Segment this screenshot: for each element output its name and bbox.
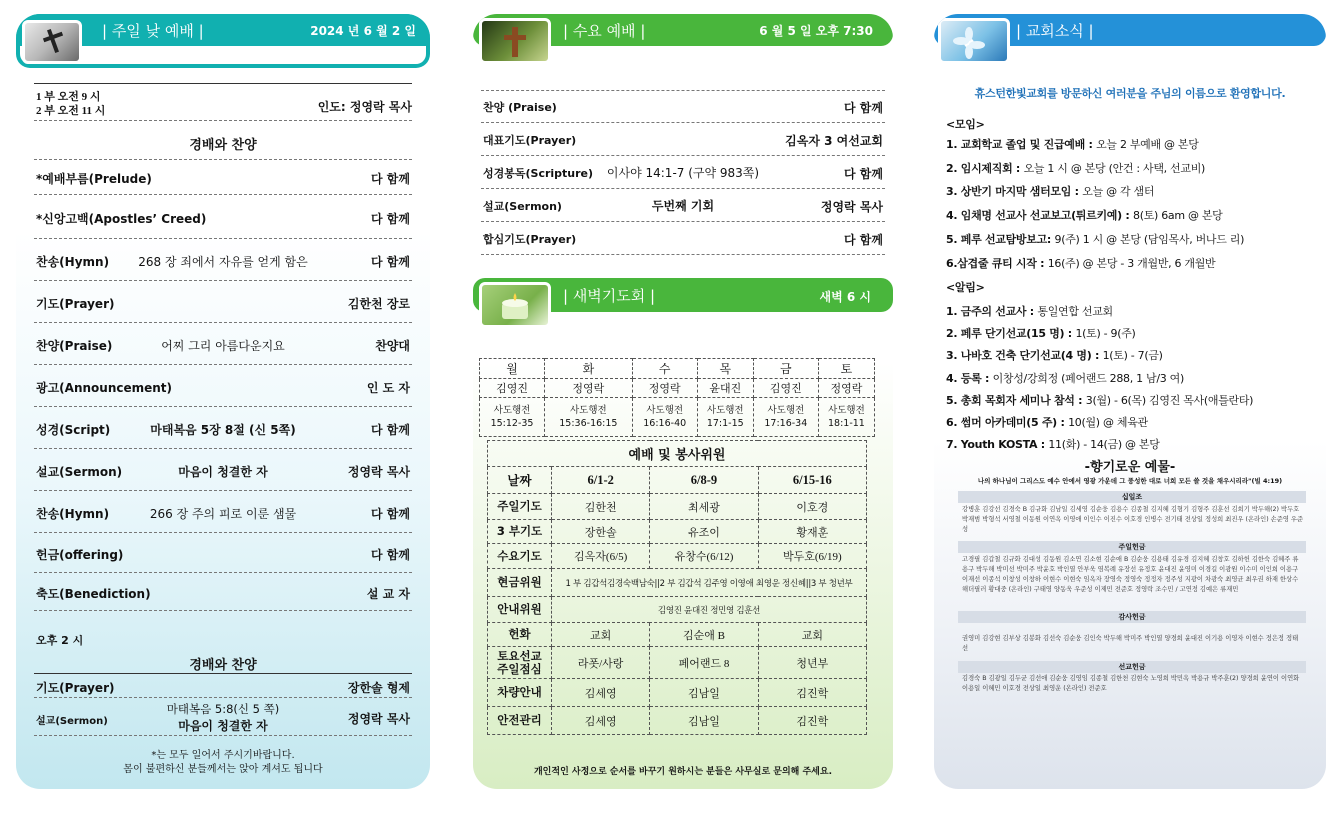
staff-dates-row xyxy=(488,467,867,494)
staff-cell: 장한솔 xyxy=(552,520,650,544)
staff-role-line: 현금위원 xyxy=(497,575,542,589)
notice-title: 1. 금주의 선교사 : xyxy=(946,305,1038,318)
order-detail: 마태복음 5장 8절 (신 5쪽) xyxy=(150,423,296,437)
thanks-offering-label: 감사헌금 xyxy=(958,611,1306,623)
staff-row xyxy=(488,494,867,520)
welcome-message: 휴스턴한빛교회를 방문하신 여러분을 주님의 이름으로 환영합니다. xyxy=(974,87,1286,100)
order-person: 김한천 장로 xyxy=(347,297,410,311)
dawn-book: 사도행전 xyxy=(828,405,865,416)
staff-row xyxy=(488,544,867,569)
notice-detail: 3(월) - 6(목) 김영진 목사(애틀란타) xyxy=(1085,393,1254,407)
dawn-day: 목 xyxy=(697,359,753,379)
staff-date: 6/15-16 xyxy=(758,467,866,494)
order-label: 찬송(Hymn) xyxy=(36,255,110,269)
staff-role-line: 수요기도 xyxy=(497,548,542,563)
staff-role xyxy=(488,544,552,569)
staff-cell: 황재훈 xyxy=(758,520,866,544)
order-row xyxy=(34,491,412,533)
sunday-date: 2024 년 6 월 2 일 xyxy=(310,24,416,38)
wed-order-label: 찬양 (Praise) xyxy=(483,101,557,114)
order-person: 정영락 목사 xyxy=(347,465,410,479)
staff-role-line: 헌화 xyxy=(508,627,531,641)
pm-prayer-label: 기도(Prayer) xyxy=(36,681,115,695)
dawn-passage xyxy=(480,398,545,437)
staff-cell: 김진학 xyxy=(758,679,866,707)
staff-date: 6/1-2 xyxy=(552,467,650,494)
dawn-verse: 17:16-34 xyxy=(764,418,808,429)
weekly-offering-label: 주일헌금 xyxy=(958,541,1306,553)
staff-cell: 유창수(6/12) xyxy=(650,544,758,569)
staff-role xyxy=(488,494,552,520)
dawn-schedule-table xyxy=(479,358,875,437)
notice-detail: 11(화) - 14(금) @ 본당 xyxy=(1048,438,1160,452)
staff-row xyxy=(488,623,867,647)
staff-role xyxy=(488,597,552,623)
tithe-names: 강병훈 김강선 김경숙 B 김규화 김남일 김세영 김순웅 김용수 김종철 김지혜 김형기 김형주 김훈선 김희기 박두해(2) 박두호 박재범 박형석 서영철 이동원 이연옥 이영애 이인수 이진수 이호경 인병수 전기태 전상일 정성희 최진우 (온라인) 손준영 우준성 xyxy=(962,506,1304,533)
dawn-leader: 김영진 xyxy=(753,379,818,398)
meeting-title: 2. 임시제직회 : xyxy=(946,161,1024,175)
order-detail: 마음이 청결한 자 xyxy=(178,465,268,479)
wed-order-label: 합심기도(Prayer) xyxy=(483,233,577,246)
staff-role-line: 3 부기도 xyxy=(496,524,543,538)
dawn-verse: 18:1-11 xyxy=(827,418,865,429)
meeting-title: 6.삼겹줄 큐티 시작 : xyxy=(946,256,1048,270)
staff-role xyxy=(488,520,552,544)
staff-row xyxy=(488,679,867,707)
meeting-item xyxy=(946,231,1244,247)
wed-order-label: 설교(Sermon) xyxy=(483,200,562,213)
staff-role-line: 주일기도 xyxy=(497,499,542,513)
meeting-detail: 8(토) 6am @ 본당 xyxy=(1133,209,1223,223)
wednesday-time: 6 월 5 일 오후 7:30 xyxy=(759,24,873,38)
service-2-time: 2 부 오전 11 시 xyxy=(36,105,106,117)
order-person: 다 함께 xyxy=(371,212,410,226)
staff-row xyxy=(488,520,867,544)
notice-item xyxy=(946,436,1160,452)
bible-cross-image xyxy=(22,20,82,64)
meeting-item xyxy=(946,136,1199,152)
staff-cell: 김한천 xyxy=(552,494,650,520)
order-person: 인 도 자 xyxy=(366,381,410,395)
order-row xyxy=(34,533,412,573)
staff-cell: 청년부 xyxy=(758,647,866,679)
wooden-cross-image xyxy=(479,18,551,64)
order-row xyxy=(34,365,412,407)
order-label: 축도(Benediction) xyxy=(36,587,151,601)
order-detail: 268 장 죄에서 자유를 얻게 함은 xyxy=(138,255,308,269)
dawn-leader: 정영락 xyxy=(545,379,633,398)
staff-cell: 교회 xyxy=(758,623,866,647)
staff-cell: 페어랜드 8 xyxy=(650,647,758,679)
dawn-leaders-row xyxy=(480,379,875,398)
meeting-item xyxy=(946,183,1154,199)
staff-cell: 김세영 xyxy=(552,707,650,735)
staff-span-cell: 1 부 김갑석김경숙백남숙||2 부 김갑석 김주영 이영애 최영운 정신혜||3 부 청년부 xyxy=(552,569,867,597)
notice-detail: 1(토) - 7(금) xyxy=(1102,349,1163,363)
meeting-detail: 오늘 @ 각 샘터 xyxy=(1082,185,1155,199)
notice-detail: 1(토) - 9(주) xyxy=(1075,327,1136,341)
staff-title: 예배 및 봉사위원 xyxy=(488,441,867,467)
staff-cell: 김남일 xyxy=(650,679,758,707)
pm-sermon-title: 마음이 청결한 자 xyxy=(178,719,268,733)
meeting-item xyxy=(946,207,1223,223)
dawn-day: 금 xyxy=(753,359,818,379)
notice-detail: 이창성/강희정 (페어랜드 288, 1 남/3 여) xyxy=(992,371,1184,385)
dawn-passage-row xyxy=(480,398,875,437)
dawn-day: 월 xyxy=(480,359,545,379)
dawn-book: 사도행전 xyxy=(570,405,607,416)
staff-title-row xyxy=(488,441,867,467)
dawn-passage xyxy=(697,398,753,437)
divider xyxy=(34,120,412,121)
dawn-verse: 17:1-15 xyxy=(706,418,744,429)
meeting-title: 5. 페루 선교탐방보고: xyxy=(946,232,1055,246)
wed-order-label: 성경봉독(Scripture) xyxy=(483,167,594,180)
staff-cell: 김남일 xyxy=(650,707,758,735)
staff-role xyxy=(488,707,552,735)
notice-item xyxy=(946,325,1136,341)
order-row xyxy=(34,573,412,611)
footnote-sit: 몸이 불편하신 분들께서는 앉아 계셔도 됩니다 xyxy=(123,764,323,775)
staff-row xyxy=(488,707,867,735)
wed-order-person: 다 함께 xyxy=(844,167,883,181)
order-label: 성경(Script) xyxy=(36,423,111,437)
order-row xyxy=(34,239,412,281)
staff-role xyxy=(488,569,552,597)
afternoon-time: 오후 2 시 xyxy=(36,634,84,647)
dawn-header-title: | 새벽기도회 | xyxy=(563,287,656,305)
pm-prayer-row xyxy=(34,673,412,698)
staff-row xyxy=(488,569,867,597)
church-news-panel xyxy=(934,14,1326,789)
service-times xyxy=(36,90,105,118)
staff-cell: 박두호(6/19) xyxy=(758,544,866,569)
staff-role-line: 안전관리 xyxy=(497,713,542,727)
staff-cell: 교회 xyxy=(552,623,650,647)
dawn-leader: 윤대진 xyxy=(697,379,753,398)
staff-table xyxy=(487,440,867,735)
staff-row xyxy=(488,647,867,679)
dawn-passage xyxy=(632,398,697,437)
staff-cell: 최세광 xyxy=(650,494,758,520)
notice-item xyxy=(946,370,1184,386)
wed-order-label: 대표기도(Prayer) xyxy=(483,134,577,147)
dawn-day: 수 xyxy=(632,359,697,379)
candle-icon xyxy=(482,285,548,325)
order-row xyxy=(34,159,412,195)
staff-cell: 김옥자(6/5) xyxy=(552,544,650,569)
news-header-title: | 교회소식 | xyxy=(1016,22,1094,40)
staff-date: 6/8-9 xyxy=(650,467,758,494)
order-label: *예배부름(Prelude) xyxy=(36,172,152,186)
dawn-book: 사도행전 xyxy=(706,405,744,416)
meeting-item xyxy=(946,160,1205,176)
candle-image xyxy=(479,282,551,328)
meeting-detail: 오늘 1 시 @ 본당 (안건 : 사택, 선교비) xyxy=(1023,161,1206,175)
meetings-title: <모임> xyxy=(946,118,985,131)
order-row xyxy=(34,281,412,323)
order-row xyxy=(34,323,412,365)
staff-cell: 라폿/사랑 xyxy=(552,647,650,679)
offering-title: -향기로운 예물- xyxy=(1084,460,1176,475)
order-person: 다 함께 xyxy=(371,423,410,437)
notice-title: 4. 등록 : xyxy=(946,371,993,385)
dawn-book: 사도행전 xyxy=(767,405,805,416)
order-person: 다 함께 xyxy=(371,548,410,562)
notice-item xyxy=(946,303,1113,319)
order-row xyxy=(34,195,412,239)
notice-title: 3. 나바호 건축 단기선교(4 명) : xyxy=(946,349,1103,363)
staff-span-cell: 김영진 윤대진 정민영 김훈선 xyxy=(552,597,867,623)
pm-sermon-scripture: 마태복음 5:8(신 5 쪽) xyxy=(166,702,280,716)
dawn-day: 화 xyxy=(545,359,633,379)
notice-item xyxy=(946,392,1253,408)
staff-role xyxy=(488,679,552,707)
section-worship-praise-pm: 경배와 찬양 xyxy=(189,658,257,673)
pm-sermon-row xyxy=(34,698,412,736)
section-worship-praise: 경배와 찬양 xyxy=(189,138,257,153)
dawn-book: 사도행전 xyxy=(646,405,684,416)
dawn-leader: 정영락 xyxy=(818,379,874,398)
thanks-offering-names: 권영미 김강현 김부상 김봉화 김선숙 김순웅 김인숙 박두해 박미주 박인열 양경희 윤대진 이기용 이영자 이현수 정은정 정태선 xyxy=(962,635,1299,652)
pm-sermon-preacher: 정영락 목사 xyxy=(347,712,410,726)
dawn-leader: 김영진 xyxy=(480,379,545,398)
notice-detail: 10(월) @ 체육관 xyxy=(1068,416,1148,429)
sunday-header-title: | 주일 낮 예배 | xyxy=(102,22,204,40)
top-rule xyxy=(34,83,412,84)
staff-cell: 김진학 xyxy=(758,707,866,735)
notice-item xyxy=(946,414,1148,430)
notice-title: 6. 썸머 아카데미(5 주) : xyxy=(946,416,1069,429)
order-label: 찬송(Hymn) xyxy=(36,507,110,521)
notice-title: 7. Youth KOSTA : xyxy=(946,438,1049,452)
wed-order-row xyxy=(481,123,885,156)
dawn-verse: 15:36-16:15 xyxy=(559,418,618,429)
order-detail: 266 장 주의 피로 이룬 샘물 xyxy=(149,507,297,521)
dawn-day: 토 xyxy=(818,359,874,379)
staff-role xyxy=(488,647,552,679)
meeting-item xyxy=(946,255,1215,271)
notice-title: 2. 페루 단기선교(15 명) : xyxy=(946,327,1076,341)
meeting-title: 4. 임채명 선교사 선교보고(튀르키예) : xyxy=(946,209,1133,223)
pm-sermon-label: 설교(Sermon) xyxy=(36,716,108,727)
schedule-change-note: 개인적인 사정으로 순서를 바꾸기 원하시는 분들은 사무실로 문의해 주세요. xyxy=(533,767,832,777)
staff-row xyxy=(488,597,867,623)
mission-offering-label: 선교헌금 xyxy=(958,661,1306,673)
staff-role-line: 안내위원 xyxy=(497,602,542,616)
meeting-detail: 16(주) @ 본당 - 3 개월반, 6 개월반 xyxy=(1047,256,1216,270)
cross-icon xyxy=(25,23,79,61)
order-person: 다 함께 xyxy=(371,255,410,269)
flower-icon xyxy=(941,21,1007,61)
dawn-verse: 15:12-35 xyxy=(490,418,534,429)
order-label: *신앙고백(Apostles’ Creed) xyxy=(36,212,207,226)
order-person: 찬양대 xyxy=(375,339,410,353)
staff-role-line: 차량안내 xyxy=(497,685,542,699)
order-label: 헌금(offering) xyxy=(36,548,124,562)
staff-date: 날짜 xyxy=(488,467,552,494)
wed-order-row xyxy=(481,222,885,255)
tithe-label: 십일조 xyxy=(958,491,1306,503)
flower-image xyxy=(938,18,1010,64)
notice-detail: 통일연합 선교회 xyxy=(1037,305,1113,318)
weekly-offering-names: 고경필 김갑철 김규화 김대성 김동원 김소연 김소현 김순애 B 김순웅 김용태 김유경 김지혜 김창호 김하헌 김한숙 김혜주 류용구 박두해 박미선 박미주 박윤호 박인열 안부욱 염복례 유장선 유정호 윤대진 윤영미 이경길 이광원 이수미 이인희 이용구 이재선 이종석 이창성 이창하 이현수 이현숙 임옥자 장영숙 정영숙 정정자 정주성 지광이 차광숙 최영균 최우권 하재 한상수 해더필러 황대중 (온라인) 구태영 양동욱 우준성 이제민 전준호 정영락 조수민 / 고연정 김예은 류재민 xyxy=(962,556,1299,593)
order-label: 설교(Sermon) xyxy=(36,465,123,479)
dawn-verse: 16:16-40 xyxy=(643,418,687,429)
wed-order-person: 김옥자 3 여선교회 xyxy=(785,134,883,148)
order-label: 광고(Announcement) xyxy=(36,381,173,395)
order-person: 다 함께 xyxy=(371,507,410,521)
staff-cell: 김세영 xyxy=(552,679,650,707)
meeting-title: 1. 교회학교 졸업 및 진급예배 : xyxy=(946,138,1097,151)
staff-role-line: 토요선교 xyxy=(497,648,542,663)
dawn-days-row xyxy=(480,359,875,379)
wed-order-detail: 두번째 기회 xyxy=(651,199,715,213)
staff-cell: 이호경 xyxy=(758,494,866,520)
wed-order-row xyxy=(481,90,885,123)
wednesday-header-title: | 수요 예배 | xyxy=(563,22,646,40)
cross-icon xyxy=(482,21,548,61)
staff-cell: 유조이 xyxy=(650,520,758,544)
dawn-passage xyxy=(545,398,633,437)
wed-order-person: 다 함께 xyxy=(844,101,883,115)
mission-offering-names: 김경숙 B 김광일 김두균 김선애 김순웅 김영임 김종철 김한천 김현숙 노영희 박민옥 박용규 박주훈(2) 양경희 윤연이 이연화 이용일 이혜민 이호경 전상일 최영운 (온라인) 전준호 xyxy=(962,675,1300,692)
meeting-detail: 9(주) 1 시 @ 본당 (담임목사, 버나드 리) xyxy=(1054,232,1245,246)
dawn-passage xyxy=(753,398,818,437)
dawn-book: 사도행전 xyxy=(493,405,531,416)
order-row xyxy=(34,449,412,491)
dawn-passage xyxy=(818,398,874,437)
dawn-time: 새벽 6 시 xyxy=(819,290,871,304)
offering-verse: 나의 하나님이 그리스도 예수 안에서 영광 가운데 그 풍성한 대로 너희 모든 쓸 것을 채우시리라"(빌 4:19) xyxy=(977,477,1283,485)
service-leader: 인도: 정영락 목사 xyxy=(317,100,412,114)
meeting-title: 3. 상반기 마지막 샘터모임 : xyxy=(946,185,1083,199)
wed-order-person: 정영락 목사 xyxy=(820,200,883,214)
staff-cell: 김순애 B xyxy=(650,623,758,647)
order-person: 설 교 자 xyxy=(366,587,410,601)
pm-prayer-person: 장한솔 형제 xyxy=(347,681,410,695)
order-detail: 어찌 그리 아름다운지요 xyxy=(161,339,285,353)
sunday-service-panel xyxy=(16,14,430,789)
wed-order-row xyxy=(481,189,885,222)
dawn-leader: 정영락 xyxy=(632,379,697,398)
footnote-stand: *는 모두 일어서 주시기바랍니다. xyxy=(151,750,295,761)
notice-title: 5. 총회 목회자 세미나 참석 : xyxy=(946,393,1086,407)
order-label: 찬양(Praise) xyxy=(36,339,113,353)
weekday-services-panel xyxy=(473,14,893,789)
notice-item xyxy=(946,347,1163,363)
order-person: 다 함께 xyxy=(371,172,410,186)
staff-role xyxy=(488,623,552,647)
service-1-time: 1 부 오전 9 시 xyxy=(36,91,101,103)
order-row xyxy=(34,407,412,449)
wed-order-person: 다 함께 xyxy=(844,233,883,247)
meeting-detail: 오늘 2 부예배 @ 본당 xyxy=(1096,138,1199,151)
notices-title: <알림> xyxy=(946,281,985,294)
staff-role-line: 주일점심 xyxy=(497,661,542,676)
wed-order-row xyxy=(481,156,885,189)
wed-order-detail: 이사야 14:1-7 (구약 983쪽) xyxy=(606,166,760,180)
order-label: 기도(Prayer) xyxy=(36,297,115,311)
